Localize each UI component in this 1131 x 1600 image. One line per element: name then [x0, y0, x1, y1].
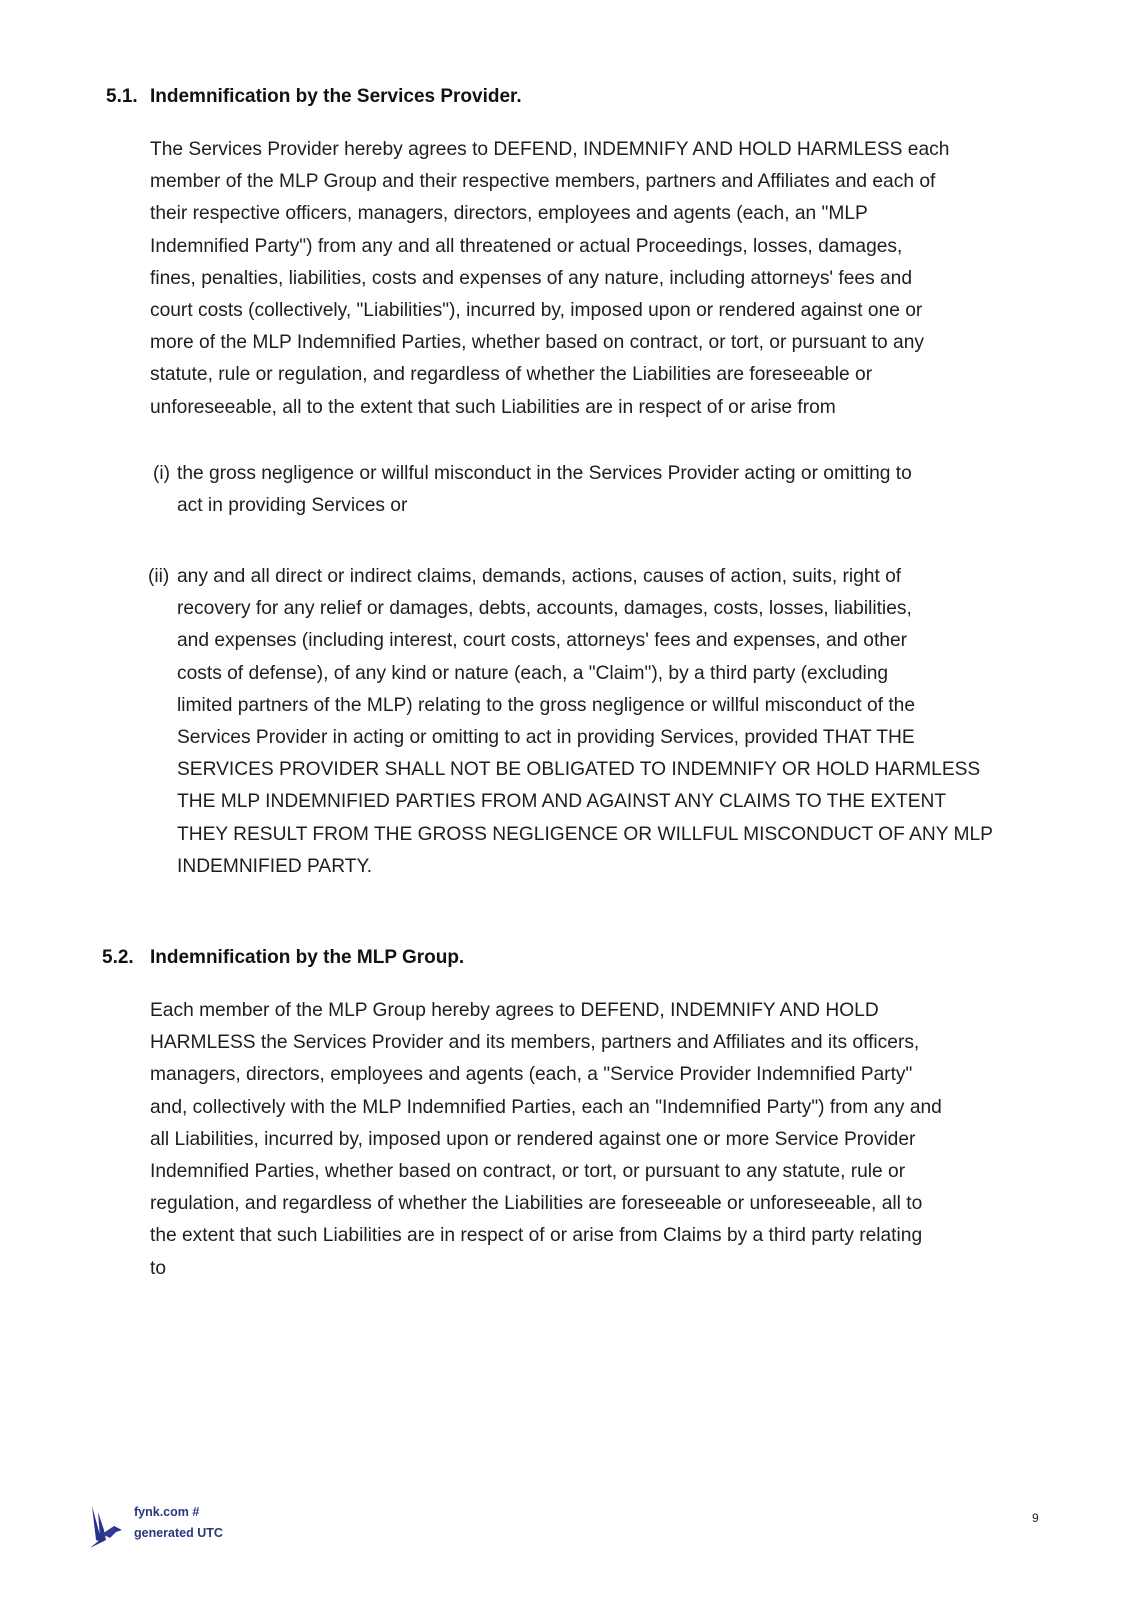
page-footer	[88, 1502, 223, 1548]
paragraph-line: The Services Provider hereby agrees to DEFEND, INDEMNIFY AND HOLD HARMLESS each	[150, 139, 950, 160]
paragraph-line: regulation, and regardless of whether the Liabilities are foreseeable or unforeseeable, all to	[150, 1193, 923, 1215]
paragraph-line: the extent that such Liabilities are in respect of or arise from Claims by a third party relating	[150, 1225, 923, 1247]
section-number: 5.1.	[106, 86, 138, 107]
paragraph-line: and, collectively with the MLP Indemnified Parties, each an "Indemnified Party") from any and	[150, 1096, 942, 1118]
section-number: 5.2.	[102, 947, 134, 968]
page-number: 9	[1032, 1511, 1039, 1525]
paragraph-line: to	[150, 1257, 167, 1279]
paragraph-line: unforeseeable, all to the extent that such Liabilities are in respect of or arise from	[150, 396, 836, 418]
fynk-bird-logo-icon	[88, 1504, 126, 1548]
paragraph-line: their respective officers, managers, directors, employees and agents (each, an "MLP	[150, 203, 868, 225]
clause-line: any and all direct or indirect claims, demands, actions, causes of action, suits, right of	[177, 566, 902, 587]
paragraph-line: more of the MLP Indemnified Parties, whether based on contract, or tort, or pursuant to any	[150, 332, 924, 354]
clause-line: costs of defense), of any kind or nature (each, a "Claim"), by a third party (excluding	[177, 662, 889, 684]
section-5-1-paragraph	[150, 134, 1050, 424]
section-heading-5-1	[106, 86, 522, 108]
clause-line: and expenses (including interest, court costs, attorneys' fees and expenses, and other	[177, 630, 908, 652]
clause-marker: (ii)	[148, 566, 170, 587]
clause-marker: (i)	[153, 463, 171, 484]
paragraph-line: Indemnified Party") from any and all threatened or actual Proceedings, losses, damages,	[150, 235, 903, 257]
paragraph-line: member of the MLP Group and their respective members, partners and Affiliates and each of	[150, 171, 936, 193]
clause-line: the gross negligence or willful misconduct in the Services Provider acting or omitting to	[177, 463, 912, 484]
paragraph-line: statute, rule or regulation, and regardless of whether the Liabilities are foreseeable or	[150, 364, 873, 386]
paragraph-line: Each member of the MLP Group hereby agrees to DEFEND, INDEMNIFY AND HOLD	[150, 1000, 879, 1021]
clause-line: INDEMNIFIED PARTY.	[177, 855, 373, 877]
footer-generated: generated UTC	[134, 1526, 223, 1540]
clause-line: Services Provider in acting or omitting to act in providing Services, provided THAT THE	[177, 727, 915, 749]
footer-domain: fynk.com #	[134, 1505, 200, 1519]
clause-line: THE MLP INDEMNIFIED PARTIES FROM AND AGAINST ANY CLAIMS TO THE EXTENT	[177, 791, 947, 813]
clause-line: limited partners of the MLP) relating to the gross negligence or willful misconduct of the	[177, 694, 916, 716]
clause-line: recovery for any relief or damages, debts, accounts, damages, costs, losses, liabilities,	[177, 598, 912, 620]
paragraph-line: court costs (collectively, "Liabilities"), incurred by, imposed upon or rendered against one or	[150, 300, 923, 322]
paragraph-line: managers, directors, employees and agents (each, a "Service Provider Indemnified Party"	[150, 1064, 913, 1086]
clause-line: THEY RESULT FROM THE GROSS NEGLIGENCE OR WILLFUL MISCONDUCT OF ANY MLP	[177, 823, 993, 845]
paragraph-line: fines, penalties, liabilities, costs and expenses of any nature, including attorneys' fees and	[150, 267, 913, 289]
paragraph-line: all Liabilities, incurred by, imposed upon or rendered against one or more Service Provider	[150, 1128, 916, 1150]
section-heading-5-2	[102, 947, 464, 969]
clause-line: act in providing Services or	[177, 495, 408, 517]
paragraph-line: Indemnified Parties, whether based on contract, or tort, or pursuant to any statute, rule or	[150, 1161, 906, 1183]
section-title: Indemnification by the Services Provider.	[150, 86, 522, 107]
paragraph-line: HARMLESS the Services Provider and its members, partners and Affiliates and its officers,	[150, 1032, 920, 1054]
section-5-2-paragraph	[150, 995, 1050, 1285]
clause-line: SERVICES PROVIDER SHALL NOT BE OBLIGATED TO INDEMNIFY OR HOLD HARMLESS	[177, 759, 981, 781]
section-title: Indemnification by the MLP Group.	[150, 947, 465, 968]
